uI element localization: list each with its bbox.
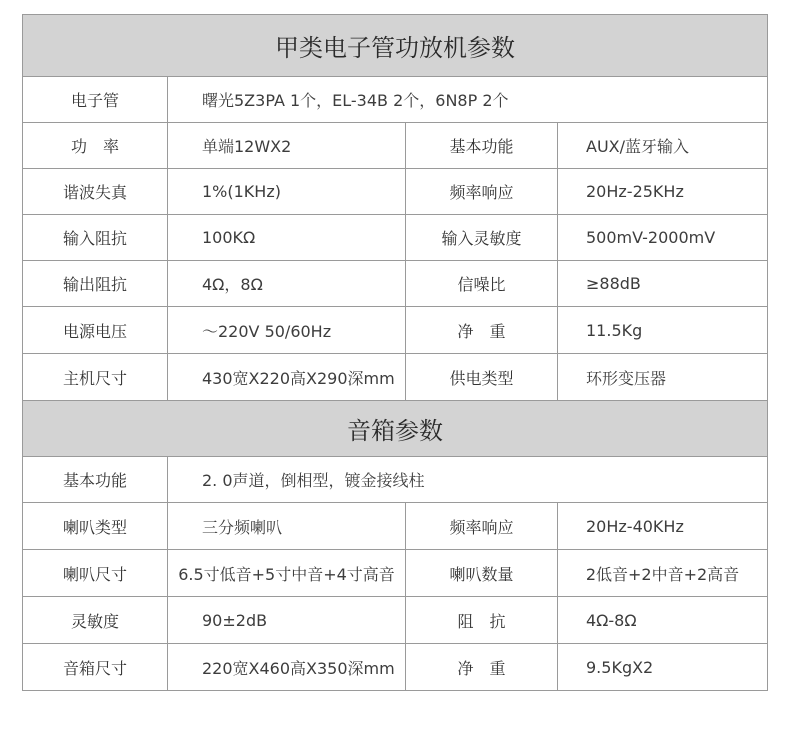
row-value: 9.5KgX2 — [558, 644, 768, 691]
table-row — [23, 644, 768, 691]
row-label: 阻 抗 — [406, 597, 558, 644]
tubes-value: 曙光5Z3PA 1个，EL-34B 2个，6N8P 2个 — [168, 77, 768, 123]
table-row — [23, 307, 768, 354]
row-label: 频率响应 — [406, 503, 558, 550]
table-row — [23, 597, 768, 644]
row-label: 输入灵敏度 — [406, 215, 558, 261]
table-row — [23, 261, 768, 307]
row-label: 电源电压 — [23, 307, 168, 354]
row-value: 100KΩ — [168, 215, 406, 261]
row-label: 喇叭尺寸 — [23, 550, 168, 597]
row-label: 输出阻抗 — [23, 261, 168, 307]
table-row — [23, 123, 768, 169]
row-label: 谐波失真 — [23, 169, 168, 215]
speaker-section-header — [23, 401, 768, 457]
table-row — [23, 169, 768, 215]
row-value: 220宽X460高X350深mm — [168, 644, 406, 691]
row-label: 输入阻抗 — [23, 215, 168, 261]
row-value: 4Ω，8Ω — [168, 261, 406, 307]
func-value: 2. 0声道，倒相型，镀金接线柱 — [168, 457, 768, 503]
func-label: 基本功能 — [23, 457, 168, 503]
row-label: 灵敏度 — [23, 597, 168, 644]
row-value: 11.5Kg — [558, 307, 768, 354]
row-value: AUX/蓝牙输入 — [558, 123, 768, 169]
spec-table — [22, 14, 768, 691]
row-label: 信噪比 — [406, 261, 558, 307]
amp-section-header — [23, 15, 768, 77]
row-value: 4Ω-8Ω — [558, 597, 768, 644]
row-value: 90±2dB — [168, 597, 406, 644]
row-label: 基本功能 — [406, 123, 558, 169]
row-label: 净 重 — [406, 644, 558, 691]
row-label: 喇叭数量 — [406, 550, 558, 597]
row-label: 频率响应 — [406, 169, 558, 215]
amp-title: 甲类电子管功放机参数 — [23, 15, 768, 77]
row-label: 供电类型 — [406, 354, 558, 401]
tubes-label: 电子管 — [23, 77, 168, 123]
row-value: 430宽X220高X290深mm — [168, 354, 406, 401]
row-value: 20Hz-25KHz — [558, 169, 768, 215]
row-value: 2低音+2中音+2高音 — [558, 550, 768, 597]
speaker-title: 音箱参数 — [23, 401, 768, 457]
row-label: 喇叭类型 — [23, 503, 168, 550]
row-value: 单端12WX2 — [168, 123, 406, 169]
row-value: ≥88dB — [558, 261, 768, 307]
row-label: 净 重 — [406, 307, 558, 354]
row-value: 6.5寸低音+5寸中音+4寸高音 — [168, 550, 406, 597]
row-label: 功 率 — [23, 123, 168, 169]
table-row — [23, 215, 768, 261]
row-value: ～220V 50/60Hz — [168, 307, 406, 354]
row-value: 20Hz-40KHz — [558, 503, 768, 550]
table-row — [23, 503, 768, 550]
row-value: 1%(1KHz) — [168, 169, 406, 215]
row-value: 三分频喇叭 — [168, 503, 406, 550]
table-row — [23, 77, 768, 123]
row-label: 主机尺寸 — [23, 354, 168, 401]
table-row — [23, 354, 768, 401]
table-row — [23, 550, 768, 597]
table-row — [23, 457, 768, 503]
row-value: 环形变压器 — [558, 354, 768, 401]
row-label: 音箱尺寸 — [23, 644, 168, 691]
row-value: 500mV-2000mV — [558, 215, 768, 261]
